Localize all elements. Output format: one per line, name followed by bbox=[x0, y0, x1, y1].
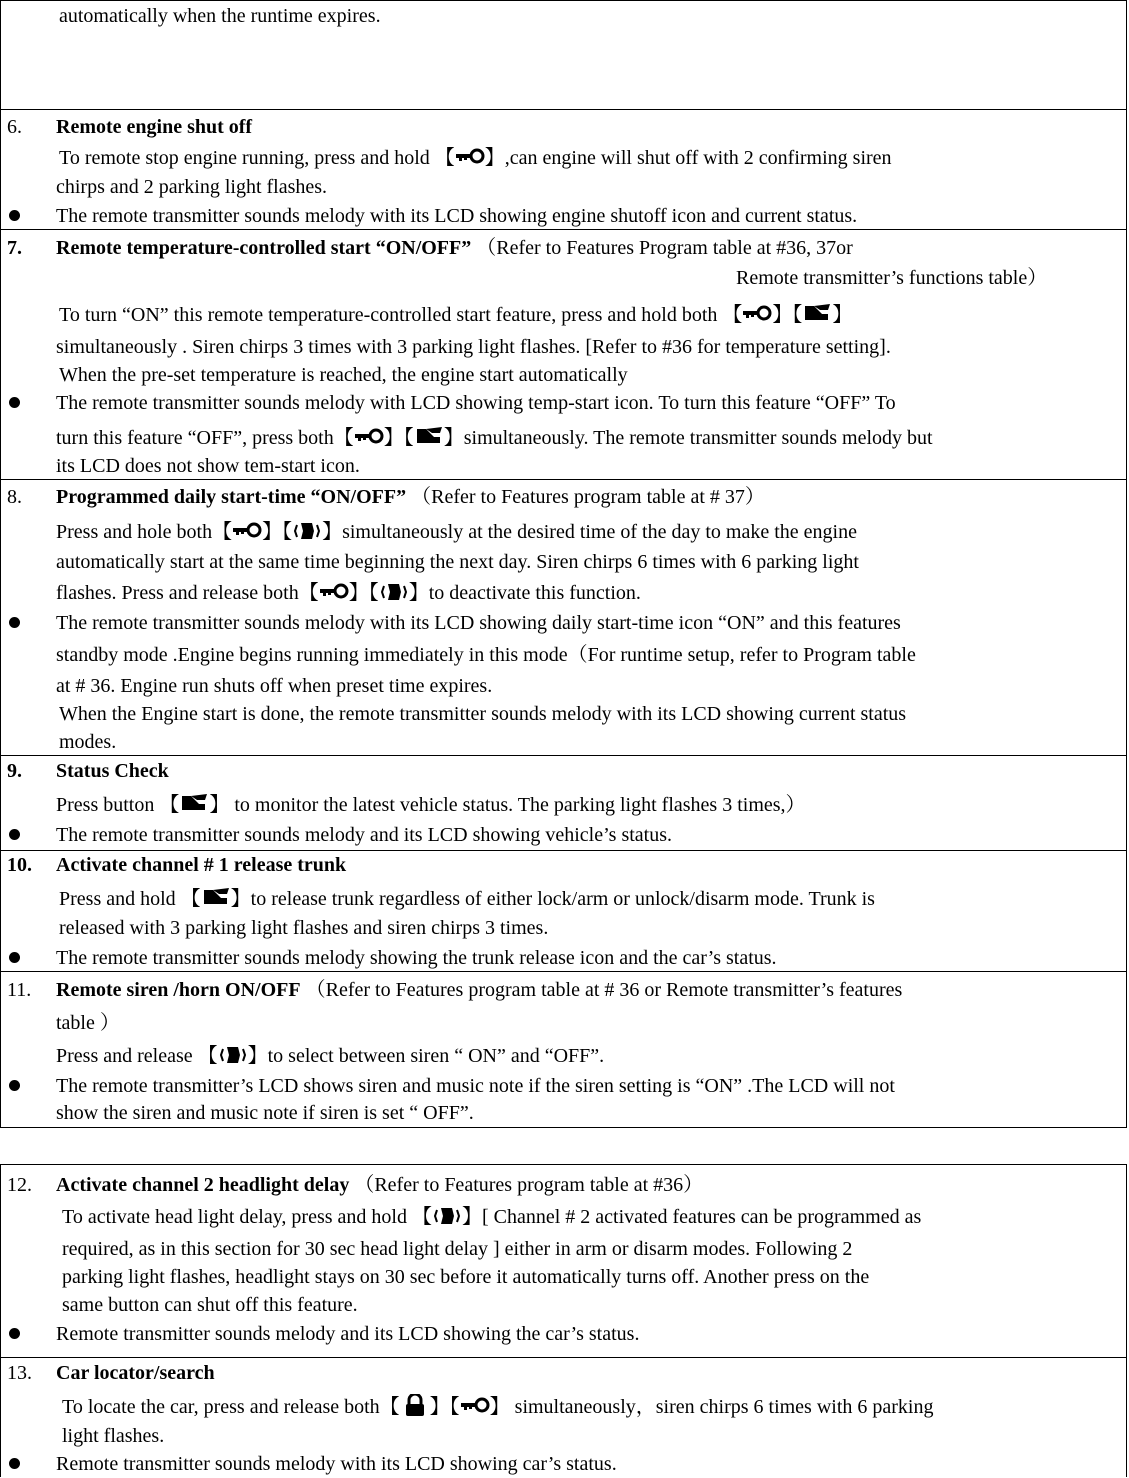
section-7-bullet-2 bbox=[56, 424, 933, 452]
text-fragment: 】【 bbox=[429, 1396, 460, 1418]
section-7-line-1 bbox=[59, 301, 852, 329]
key-icon bbox=[455, 145, 485, 167]
section-7 bbox=[0, 229, 1127, 479]
section-12-line-2: required, as in this section for 30 sec head light delay ] either in arm or disarm modes. Following 2 bbox=[62, 1238, 853, 1260]
section-8-title: Programmed daily start-time “ON/OFF” bbox=[56, 486, 407, 508]
bullet-icon bbox=[9, 952, 20, 963]
text-fragment: turn this feature “OFF”, press both【 bbox=[56, 427, 354, 449]
section-10-bullet: The remote transmitter sounds melody showing the trunk release icon and the car’s status. bbox=[56, 947, 777, 969]
lock-icon bbox=[400, 1394, 430, 1416]
text-fragment: 】【 bbox=[262, 521, 293, 543]
text-fragment: 】to select between siren “ ON” and “OFF”. bbox=[247, 1045, 605, 1067]
text-fragment: Press and hold 【 bbox=[59, 888, 201, 910]
section-8-bullet-4: When the Engine start is done, the remote transmitter sounds melody with its LCD showing current status bbox=[59, 703, 907, 725]
key-icon bbox=[742, 302, 772, 324]
section-12-bullet: Remote transmitter sounds melody and its LCD showing the car’s status. bbox=[56, 1323, 640, 1345]
section-9 bbox=[0, 755, 1127, 850]
section-9-title: Status Check bbox=[56, 760, 169, 782]
text-fragment: Press and release 【 bbox=[56, 1045, 218, 1067]
key-icon bbox=[319, 580, 349, 602]
key-icon bbox=[354, 425, 384, 447]
text-fragment: Press button 【 bbox=[56, 794, 180, 816]
section-7-bullet-3: its LCD does not show tem-start icon. bbox=[56, 455, 360, 477]
section-11 bbox=[0, 971, 1127, 1128]
section-7-ref-2: Remote transmitter’s functions table） bbox=[736, 267, 1048, 289]
section-11-title: Remote siren /horn ON/OFF bbox=[56, 979, 301, 1001]
section-11-heading bbox=[56, 976, 902, 1004]
section-10-line-2: released with 3 parking light flashes and siren chirps 3 times. bbox=[59, 917, 549, 939]
text-fragment: To locate the car, press and release both【 bbox=[62, 1396, 400, 1418]
text-fragment: To activate head light delay, press and hold 【 bbox=[62, 1206, 432, 1228]
section-8-bullet-2: standby mode .Engine begins running immediately in this mode（For runtime setup, refer to Program table bbox=[56, 644, 916, 666]
section-12-ref: （Refer to Features program table at #36） bbox=[349, 1174, 704, 1196]
horn-icon bbox=[292, 519, 322, 541]
section-12-line-4: same button can shut off this feature. bbox=[62, 1294, 358, 1316]
section-12-number: 12. bbox=[7, 1174, 32, 1196]
bullet-icon bbox=[9, 1328, 20, 1339]
section-11-ref-2: table ） bbox=[56, 1012, 120, 1034]
section-9-number: 9. bbox=[7, 760, 22, 782]
text-fragment: To turn “ON” this remote temperature-controlled start feature, press and hold both 【 bbox=[59, 304, 743, 326]
section-12-heading bbox=[56, 1171, 703, 1199]
trunk-icon bbox=[802, 302, 832, 324]
section-8-line-2: automatically start at the same time beginning the next day. Siren chirps 6 times with 6 parking light bbox=[56, 551, 859, 573]
section-8-number: 8. bbox=[7, 486, 22, 508]
section-13-title: Car locator/search bbox=[56, 1362, 215, 1384]
text-fragment: 】[ Channel # 2 activated features can be programmed as bbox=[461, 1206, 922, 1228]
section-8-heading bbox=[56, 483, 765, 511]
section-9-line-1 bbox=[56, 791, 806, 819]
text-fragment: 】to release trunk regardless of either lock/arm or unlock/disarm mode. Trunk is bbox=[230, 888, 875, 910]
text-fragment: 】,can engine will shut off with 2 confirming siren bbox=[484, 147, 892, 169]
text-fragment: 】to deactivate this function. bbox=[408, 582, 641, 604]
trunk-icon bbox=[414, 425, 444, 447]
section-7-ref: （Refer to Features Program table at #36, 37or bbox=[471, 237, 853, 259]
text-fragment: 】【 bbox=[772, 304, 803, 326]
bullet-icon bbox=[9, 397, 20, 408]
text-fragment: 】【 bbox=[348, 582, 379, 604]
section-6-number: 6. bbox=[7, 116, 22, 138]
section-7-line-2: simultaneously . Siren chirps 3 times with 3 parking light flashes. [Refer to #36 for temperature setting]. bbox=[56, 336, 891, 358]
section-6-bullet: The remote transmitter sounds melody with its LCD showing engine shutoff icon and current status. bbox=[56, 205, 858, 227]
section-7-bullet-1: The remote transmitter sounds melody with LCD showing temp-start icon. To turn this feature “OFF” To bbox=[56, 392, 896, 414]
section-13-bullet: Remote transmitter sounds melody with its LCD showing car’s status. bbox=[56, 1453, 617, 1475]
section-11-ref: （Refer to Features program table at # 36 or Remote transmitter’s features bbox=[300, 979, 903, 1001]
bullet-icon bbox=[9, 1080, 20, 1091]
section-11-bullet-1: The remote transmitter’s LCD shows siren and music note if the siren setting is “ON” .The LCD will not bbox=[56, 1075, 895, 1097]
horn-icon bbox=[432, 1204, 462, 1226]
section-11-number: 11. bbox=[7, 979, 32, 1001]
section-7-heading bbox=[56, 234, 853, 262]
section-11-line-1 bbox=[56, 1042, 604, 1070]
text-fragment: flashes. Press and release both【 bbox=[56, 582, 319, 604]
section-12-line-1 bbox=[62, 1203, 921, 1231]
section-13 bbox=[0, 1357, 1127, 1477]
section-10-title: Activate channel # 1 release trunk bbox=[56, 854, 347, 876]
section-12-line-3: parking light flashes, headlight stays on 30 sec before it automatically turns off. Another press on the bbox=[62, 1266, 870, 1288]
section-12 bbox=[0, 1164, 1127, 1357]
section-12-title: Activate channel 2 headlight delay bbox=[56, 1174, 350, 1196]
section-8 bbox=[0, 479, 1127, 755]
text-fragment: 】simultaneously at the desired time of the day to make the engine bbox=[322, 521, 857, 543]
section-7-title: Remote temperature-controlled start “ON/OFF” bbox=[56, 237, 472, 259]
horn-icon bbox=[218, 1043, 248, 1065]
section-6-title: Remote engine shut off bbox=[56, 116, 253, 138]
trunk-icon bbox=[201, 886, 231, 908]
section-7-number: 7. bbox=[7, 237, 22, 259]
section-8-line-3 bbox=[56, 579, 641, 607]
bullet-icon bbox=[9, 617, 20, 628]
text-fragment: 】 bbox=[832, 304, 853, 326]
bullet-icon bbox=[9, 1458, 20, 1469]
section-8-bullet-5: modes. bbox=[59, 731, 117, 753]
section-10 bbox=[0, 850, 1127, 971]
section-13-line-1 bbox=[62, 1393, 934, 1421]
section-6-line-1 bbox=[59, 144, 892, 172]
section-5-tail bbox=[0, 0, 1127, 109]
bullet-icon bbox=[9, 829, 20, 840]
text-fragment: Press and hole both【 bbox=[56, 521, 233, 543]
section-8-ref: （Refer to Features program table at # 37） bbox=[406, 486, 765, 508]
section-10-line-1 bbox=[59, 885, 875, 913]
text-fragment: 】【 bbox=[383, 427, 414, 449]
key-icon bbox=[460, 1394, 490, 1416]
section-8-bullet-1: The remote transmitter sounds melody with its LCD showing daily start-time icon “ON” and this features bbox=[56, 612, 901, 634]
text-fragment: To remote stop engine running, press and hold 【 bbox=[59, 147, 455, 169]
section-7-line-3: When the pre-set temperature is reached, the engine start automatically bbox=[59, 364, 628, 386]
section-11-bullet-2: show the siren and music note if siren is set “ OFF”. bbox=[56, 1102, 474, 1124]
text-fragment: 】 to monitor the latest vehicle status. The parking light flashes 3 times,） bbox=[209, 794, 806, 816]
section-6-line-2: chirps and 2 parking light flashes. bbox=[56, 176, 328, 198]
text-fragment: 】 simultaneously，siren chirps 6 times with 6 parking bbox=[489, 1396, 934, 1418]
section-9-bullet: The remote transmitter sounds melody and its LCD showing vehicle’s status. bbox=[56, 824, 673, 846]
section-5-text: automatically when the runtime expires. bbox=[59, 5, 381, 27]
section-13-number: 13. bbox=[7, 1362, 32, 1384]
section-6 bbox=[0, 109, 1127, 229]
section-13-line-2: light flashes. bbox=[62, 1425, 165, 1447]
trunk-icon bbox=[179, 792, 209, 814]
section-8-line-1 bbox=[56, 518, 857, 546]
section-8-bullet-3: at # 36. Engine run shuts off when preset time expires. bbox=[56, 675, 493, 697]
section-10-number: 10. bbox=[7, 854, 32, 876]
horn-icon bbox=[379, 580, 409, 602]
text-fragment: 】simultaneously. The remote transmitter sounds melody but bbox=[443, 427, 933, 449]
key-icon bbox=[232, 519, 262, 541]
bullet-icon bbox=[9, 210, 20, 221]
